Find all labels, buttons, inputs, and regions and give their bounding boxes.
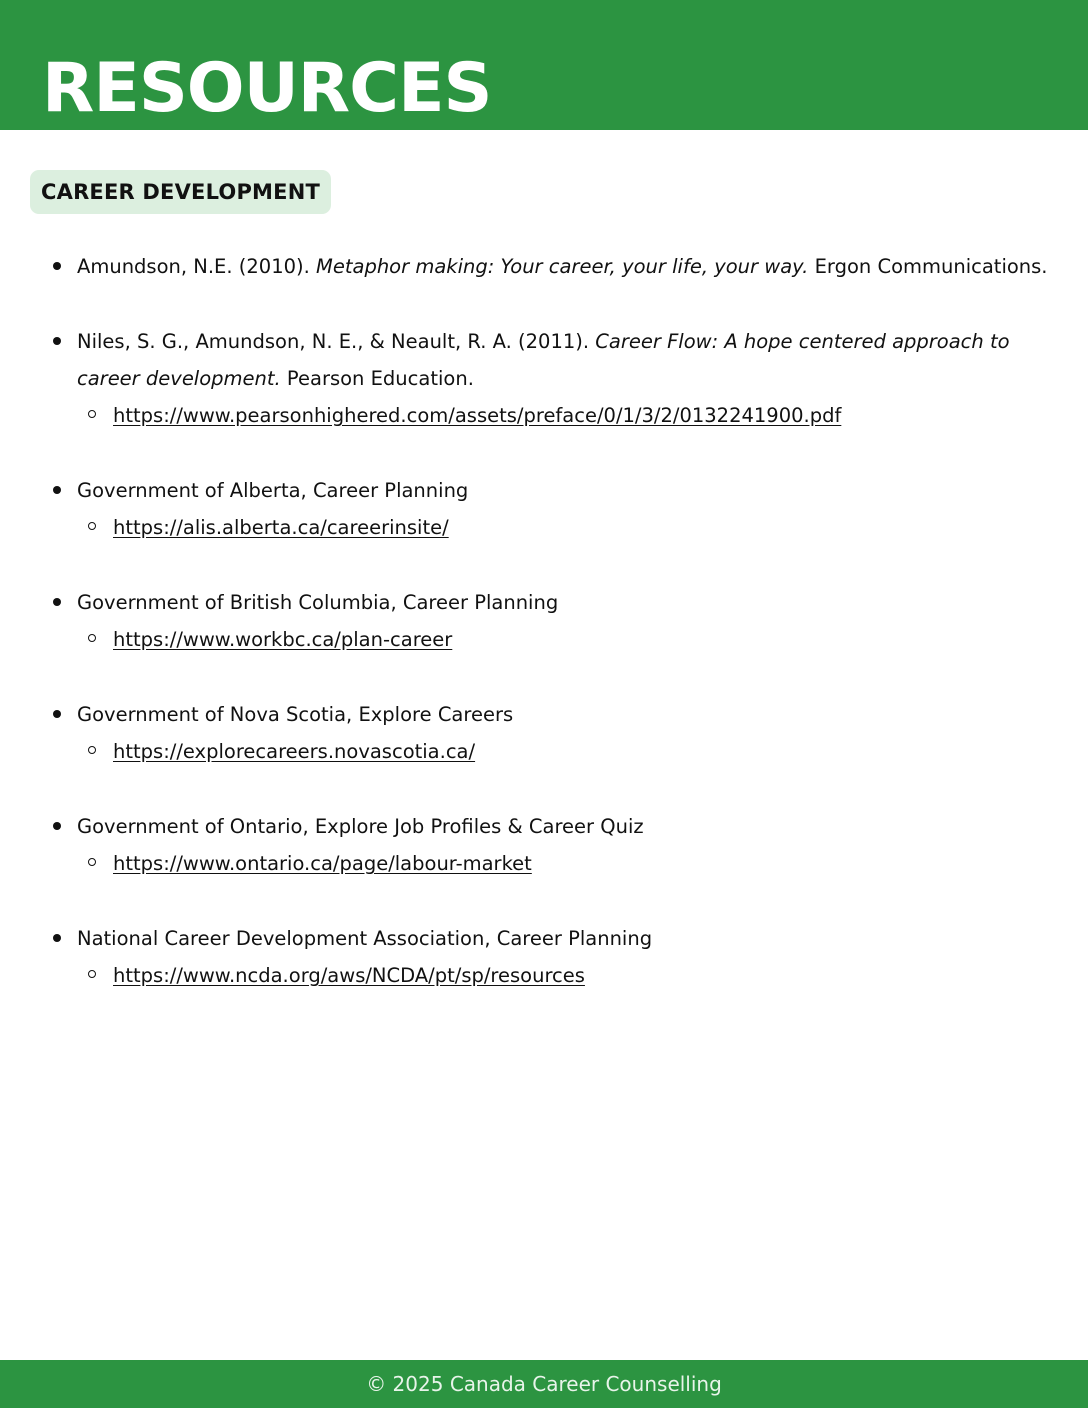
reference-publisher: Ergon Communications. xyxy=(808,255,1048,278)
resource-item xyxy=(0,323,1088,434)
reference-title: Career Flow: A hope centered approach to career development. xyxy=(77,330,1010,390)
link-list xyxy=(77,845,1058,882)
link-item xyxy=(77,621,1058,658)
reference-text: National Career Development Association, Career Planning xyxy=(77,927,653,950)
footer-band xyxy=(0,1360,1088,1408)
resource-item xyxy=(0,248,1088,285)
resource-link[interactable]: https://www.workbc.ca/plan-career xyxy=(113,628,453,651)
section-heading: CAREER DEVELOPMENT xyxy=(30,170,331,214)
link-list xyxy=(77,957,1058,994)
reference-title: Metaphor making: Your career, your life, your way. xyxy=(316,255,809,278)
link-item xyxy=(77,957,1058,994)
resource-item xyxy=(0,472,1088,546)
resource-item xyxy=(0,808,1088,882)
resource-link[interactable]: https://alis.alberta.ca/careerinsite/ xyxy=(113,516,449,539)
link-list xyxy=(77,621,1058,658)
reference-text: Amundson, N.E. (2010). xyxy=(77,255,317,278)
resource-list xyxy=(0,248,1088,1032)
link-item xyxy=(77,397,1058,434)
link-list xyxy=(77,509,1058,546)
link-list xyxy=(77,733,1058,770)
reference-text: Government of British Columbia, Career Planning xyxy=(77,591,559,614)
resource-link[interactable]: https://www.ncda.org/aws/NCDA/pt/sp/resources xyxy=(113,964,585,987)
header-band xyxy=(0,0,1088,130)
reference-text: Government of Nova Scotia, Explore Careers xyxy=(77,703,514,726)
page-title: RESOURCES xyxy=(42,49,492,128)
copyright-text: © 2025 Canada Career Counselling xyxy=(366,1372,722,1396)
resource-item xyxy=(0,584,1088,658)
reference-text: Government of Alberta, Career Planning xyxy=(77,479,469,502)
reference-publisher: Pearson Education. xyxy=(280,367,474,390)
resource-link[interactable]: https://explorecareers.novascotia.ca/ xyxy=(113,740,476,763)
reference-text: Government of Ontario, Explore Job Profiles & Career Quiz xyxy=(77,815,644,838)
link-list xyxy=(77,397,1058,434)
resource-link[interactable]: https://www.pearsonhighered.com/assets/preface/0/1/3/2/0132241900.pdf xyxy=(113,404,842,427)
resource-item xyxy=(0,920,1088,994)
link-item xyxy=(77,733,1058,770)
resource-item xyxy=(0,696,1088,770)
reference-text: Niles, S. G., Amundson, N. E., & Neault, R. A. (2011). xyxy=(77,330,596,353)
resource-link[interactable]: https://www.ontario.ca/page/labour-market xyxy=(113,852,532,875)
link-item xyxy=(77,509,1058,546)
link-item xyxy=(77,845,1058,882)
